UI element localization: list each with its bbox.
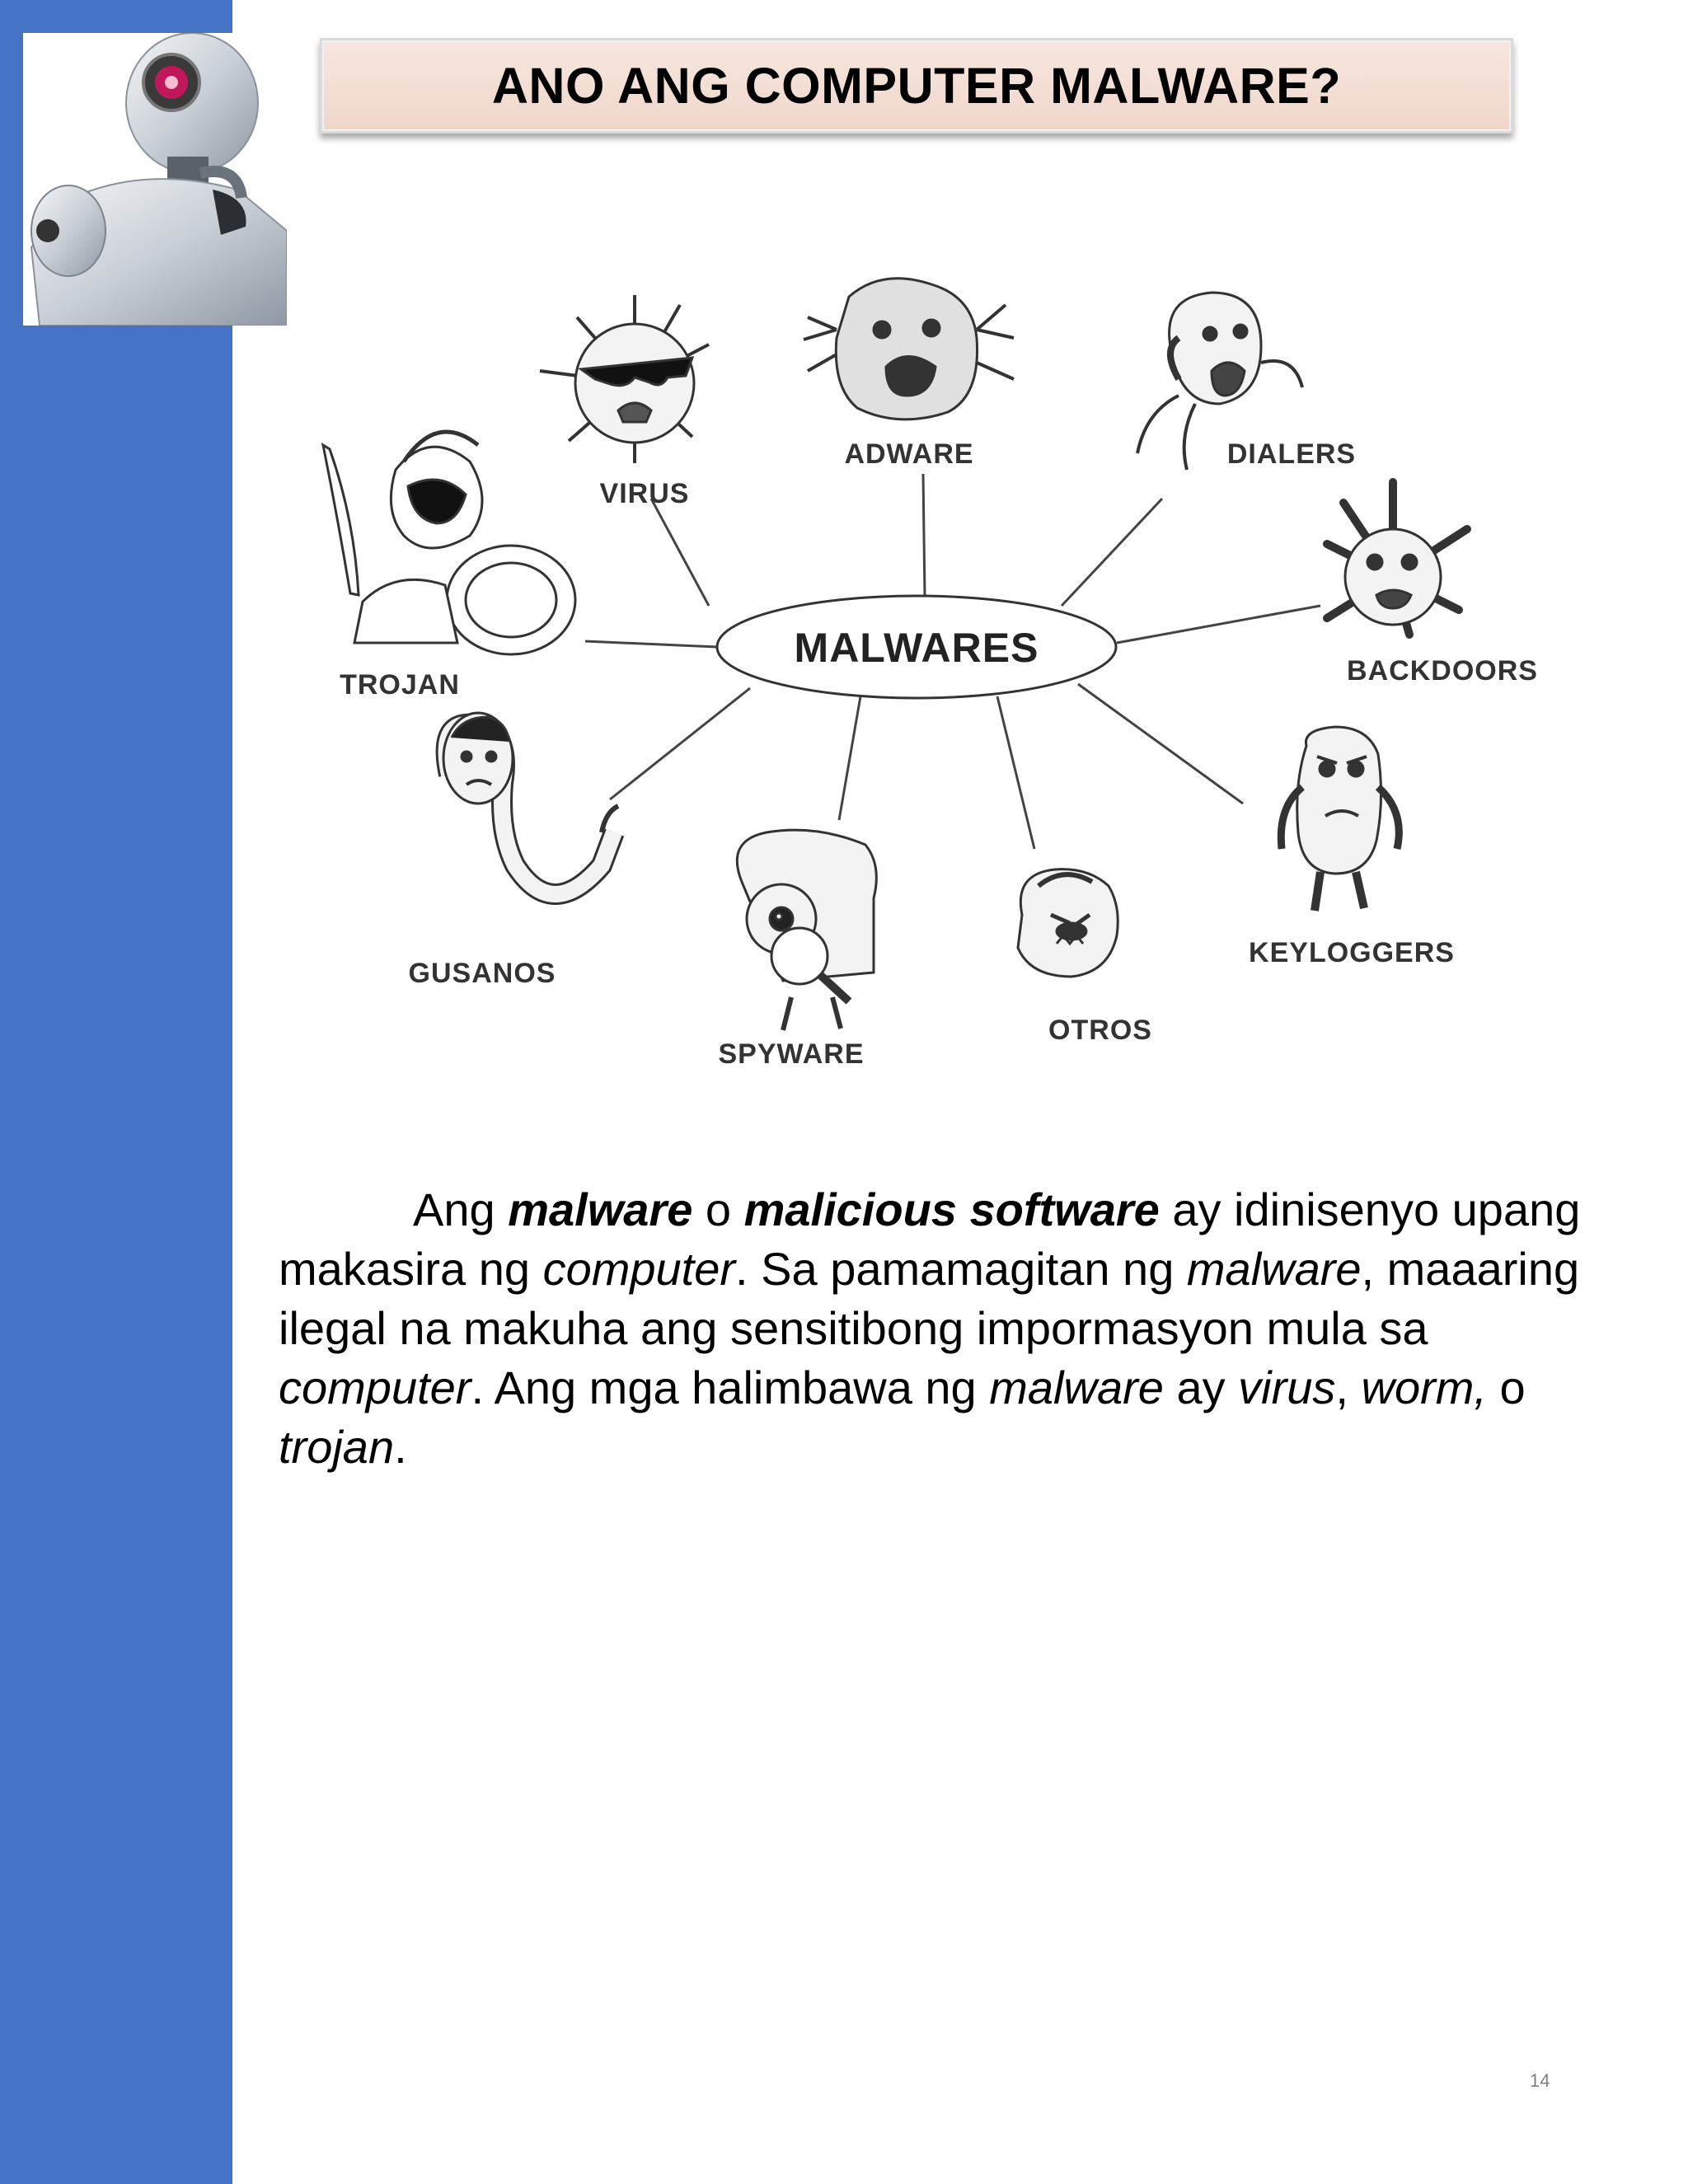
- robot-illustration: [23, 33, 287, 326]
- text-run: ,: [1335, 1361, 1362, 1413]
- node-label-otros: OTROS: [1048, 1015, 1152, 1046]
- node-trojan: [323, 432, 575, 701]
- text-run: o: [1486, 1361, 1526, 1413]
- node-label-adware: ADWARE: [844, 438, 974, 470]
- term-malware: malware: [508, 1183, 693, 1235]
- text-run: ay idinisenyo upang makasira ng: [279, 1183, 1581, 1295]
- node-otros: [1018, 869, 1152, 1046]
- node-dialers: [1137, 293, 1356, 470]
- term-malware: malware: [989, 1361, 1164, 1413]
- node-label-keyloggers: KEYLOGGERS: [1249, 937, 1455, 968]
- text-run: . Ang mga halimbawa ng: [471, 1361, 990, 1413]
- term-computer: computer: [279, 1361, 471, 1413]
- term-malware: malware: [1186, 1243, 1362, 1295]
- node-virus: [540, 295, 709, 509]
- gusanos-icon: [443, 713, 618, 894]
- trojan-icon: [323, 432, 575, 654]
- text-run: o: [692, 1183, 744, 1235]
- node-keyloggers: [1249, 727, 1455, 968]
- center-node: [717, 596, 1116, 698]
- node-label-gusanos: GUSANOS: [408, 958, 556, 989]
- definition-paragraph: [279, 1180, 1630, 1477]
- adware-icon: [804, 279, 1014, 419]
- otros-icon: [1018, 869, 1118, 977]
- node-label-backdoors: BACKDOORS: [1347, 655, 1538, 687]
- term-malicious-software: malicious software: [743, 1183, 1160, 1235]
- backdoors-icon: [1327, 482, 1467, 635]
- title-banner: [320, 38, 1513, 134]
- text-run: . Sa pamamagitan ng: [735, 1243, 1187, 1295]
- page-title: ANO ANG COMPUTER MALWARE?: [491, 58, 1342, 114]
- node-spyware: [718, 830, 876, 1070]
- spyware-icon: [737, 830, 876, 1030]
- term-virus: virus: [1238, 1361, 1336, 1413]
- keyloggers-icon: [1281, 727, 1399, 911]
- node-label-dialers: DIALERS: [1226, 438, 1357, 470]
- virus-icon: [540, 295, 709, 463]
- term-worm: worm,: [1361, 1361, 1487, 1413]
- node-backdoors: [1327, 482, 1538, 687]
- text-run: ay: [1163, 1361, 1239, 1413]
- page-number: 14: [1530, 2070, 1550, 2091]
- node-gusanos: [409, 713, 618, 989]
- node-adware: [804, 279, 1014, 470]
- text-run: Ang: [413, 1183, 509, 1235]
- node-label-virus: VIRUS: [599, 478, 690, 509]
- term-trojan: trojan: [279, 1421, 395, 1473]
- term-computer: computer: [542, 1243, 736, 1295]
- node-label-spyware: SPYWARE: [718, 1038, 865, 1070]
- sidebar-band: [0, 0, 232, 2184]
- malware-diagram: [305, 272, 1558, 1096]
- center-label: MALWARES: [794, 625, 1039, 671]
- text-run: .: [394, 1421, 407, 1473]
- node-label-trojan: TROJAN: [340, 669, 460, 701]
- text-run: , maaaring ilegal na makuha ang sensitibong impormasyon mula sa: [279, 1243, 1580, 1354]
